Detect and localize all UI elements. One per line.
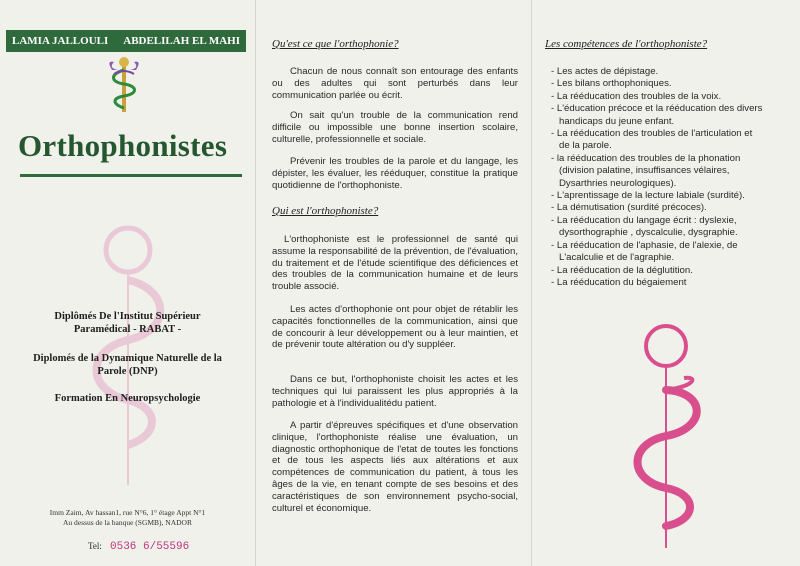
title-underline (20, 174, 242, 177)
diploma-isp (10, 310, 245, 336)
list-item: Dysarthries neurologiques). (559, 177, 677, 189)
address-block (10, 508, 245, 528)
name-abdelilah: ABDELILAH EL MAHI (123, 35, 240, 47)
paragraph-5: Les actes d'orthophonie ont pour objet de rétablir les capacités fonctionnelles de la communication, ainsi que de concourir à leur développement ou à leur maintien, et de prévenir toute altération ou d'y suppléer. (272, 304, 518, 351)
list-item: - la rééducation des troubles de la phonation (551, 152, 741, 164)
heading-competences: Les compétences de l'orthophoniste? (545, 38, 708, 50)
list-item: - Les actes de dépistage. (551, 66, 659, 77)
list-item: - L'éducation précoce et la rééducation des divers (551, 103, 763, 115)
names-banner (6, 30, 246, 52)
address-line2: Au dessus de la banque (SGMB), NADOR (63, 518, 192, 527)
list-item: handicaps du jeune enfant. (559, 115, 675, 127)
diploma-dnp-line2: Parole (DNP) (97, 366, 158, 377)
list-item: - La rééducation des troubles de la voix. (551, 90, 722, 102)
address-line1: Imm Zaim, Av hassan1, rue N°6, 1° étage Appt N°1 (49, 508, 206, 517)
cover-panel (0, 0, 256, 566)
formation-text: Formation En Neuropsychologie (54, 393, 201, 404)
paragraph-6: Dans ce but, l'orthophoniste choisit les actes et les techniques qui lui paraissent les plus appropriés à la pathologie et à l'individualitédu patient. (272, 374, 518, 409)
heading-who-is-orthophoniste: Qui est l'orthophoniste? (272, 205, 379, 217)
diploma-dnp-line1: Diplomés de la Dynamique Naturelle de la (33, 353, 222, 364)
diploma-isp-line1: Diplômés De l'Institut Supérieur (54, 311, 201, 322)
list-item: de la parole. (559, 140, 612, 152)
list-item: - La démutisation (surdité précoces). (551, 202, 707, 214)
name-lamia: LAMIA JALLOULI (12, 35, 109, 47)
competences-list (551, 66, 773, 289)
list-item: - La rééducation de l'aphasie, de l'alexie, de (551, 239, 738, 251)
list-item: - L'aprentissage de la lecture labiale (surdité). (551, 190, 745, 202)
tel-label: Tel: (88, 541, 102, 551)
caduceus-logo-icon (104, 56, 144, 114)
list-item: - La rééducation des troubles de l'articulation et (551, 128, 753, 140)
paragraph-1: Chacun de nous connaît son entourage des enfants ou des adultes qui sont perturbés dans leur communication parlée ou écrit. (272, 66, 518, 101)
list-item: - La rééducation de la déglutition. (551, 264, 693, 276)
diploma-dnp (10, 352, 245, 378)
pink-symbol-icon (624, 320, 714, 550)
list-item: L'acalculie et de l'agraphie. (559, 252, 675, 264)
paragraph-7: A partir d'épreuves spécifiques et d'une observation clinique, l'orthophoniste réalise une évaluation, un diagnostic orthophonique de l'etat de toutes les fonctions et de tous les aspects liés aux altérations et aux compétences de communication du patient, à tous les âges de la vie, en tenant compte de ses besoins et des caractéristiques de son environnement psycho-social, culturel et économique. (272, 420, 518, 514)
list-item: - La rééducation du bégaiement (551, 276, 687, 288)
paragraph-2: On sait qu'un trouble de la communication rend difficile ou impossible une bonne insertion scolaire, culturelle, professionnelle et sociale. (272, 110, 518, 145)
list-item: (division palatine, insuffisances vélaires, (559, 165, 730, 177)
heading-what-is-orthophonie: Qu'est ce que l'orthophonie? (272, 38, 399, 50)
brochure-title: Orthophonistes (18, 128, 228, 163)
paragraph-4: L'orthophoniste est le professionnel de santé qui assume la responsabilité de la prévention, de l'évaluation, du traitement et de l'étude scientifique des déficiences et des troubles de la communication humaine et de leurs trouble associé. (272, 234, 518, 293)
list-item: - La rééducation du langage écrit : dyslexie, (551, 214, 737, 226)
tel-number: 0536 6/55596 (110, 541, 190, 553)
list-item: dysorthographie , dyscalculie, dysgraphie. (559, 227, 738, 239)
paragraph-3: Prévenir les troubles de la parole et du langage, les dépister, les évaluer, les rééduquer, constitue la pratique quotidienne de l'orthophoniste. (272, 156, 518, 191)
diploma-isp-line2: Paramédical - RABAT - (73, 324, 182, 335)
list-item: - Les bilans orthophoniques. (551, 78, 672, 90)
